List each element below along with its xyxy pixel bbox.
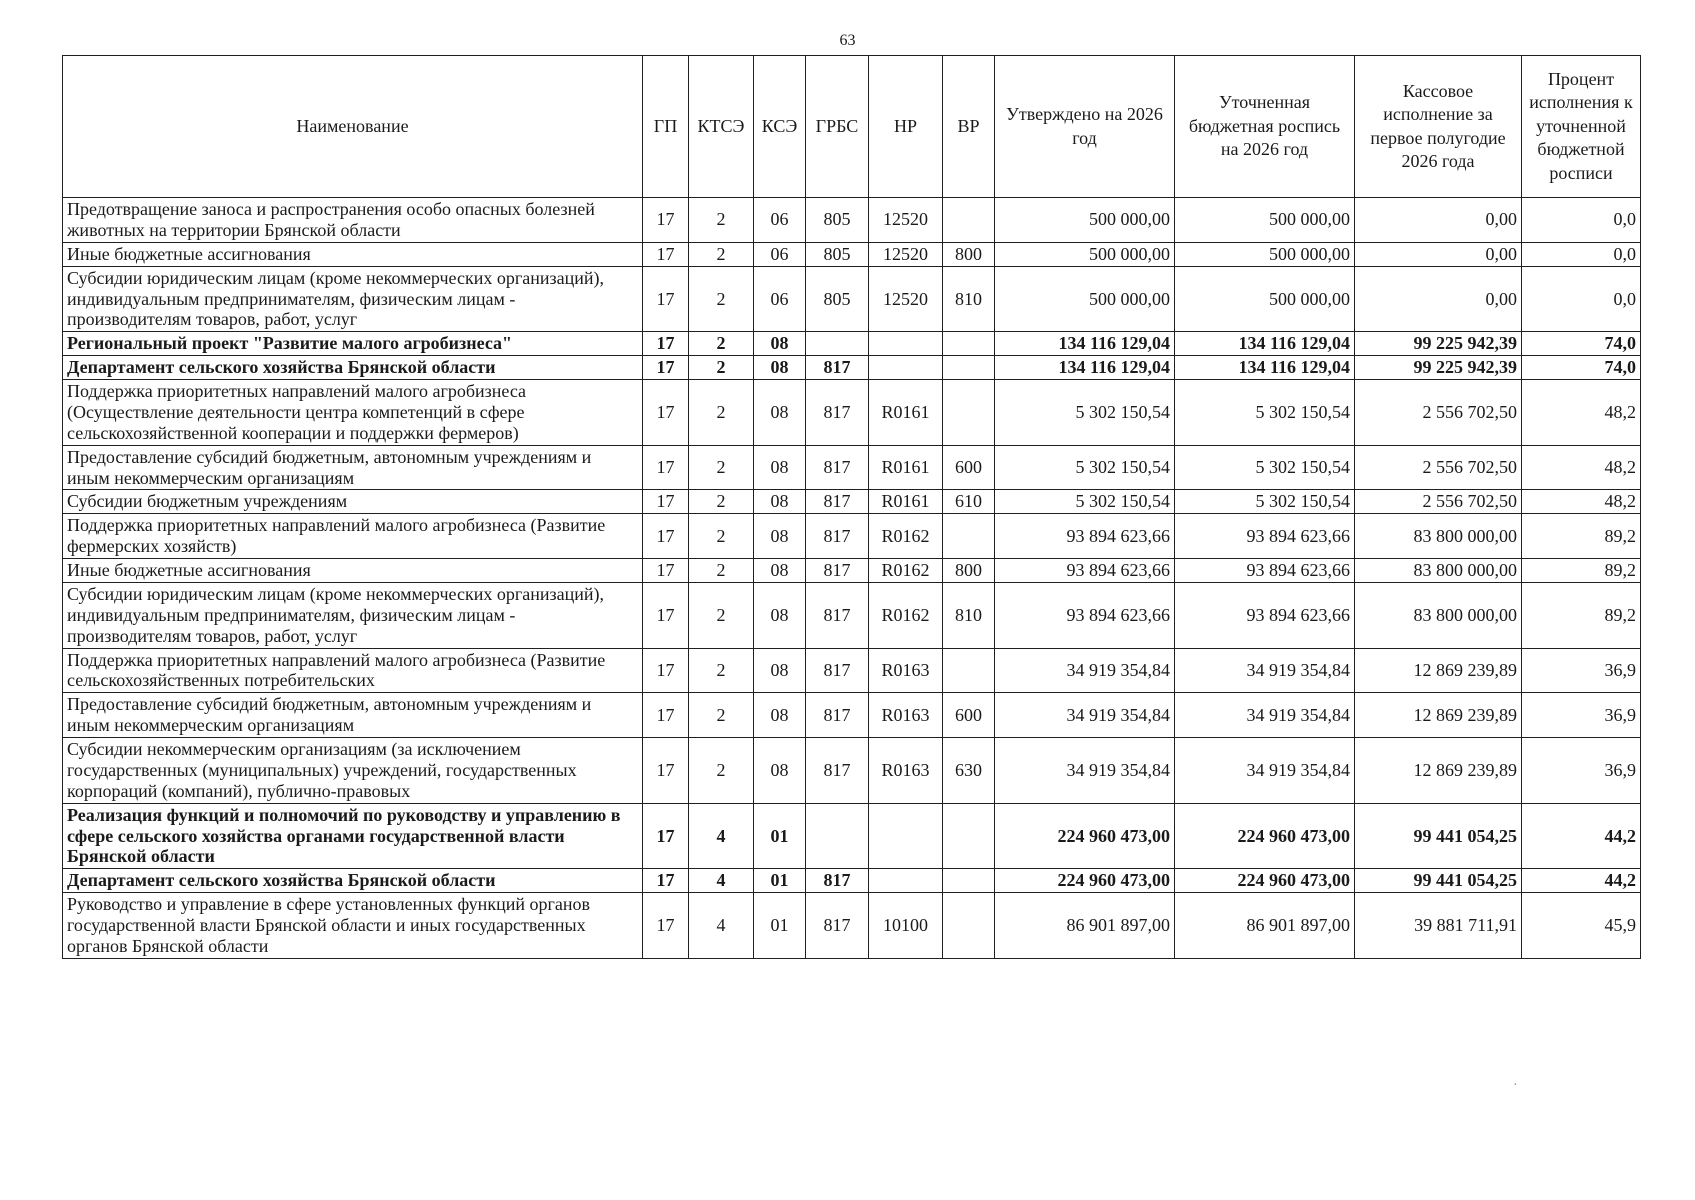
cell-kse: 08 [754,356,806,380]
cell-kse: 06 [754,242,806,266]
cell-executed: 12 869 239,89 [1355,648,1522,693]
cell-vr [943,893,995,959]
cell-grbs: 805 [806,242,869,266]
cell-percent: 44,2 [1522,869,1641,893]
cell-nr [869,869,943,893]
cell-percent: 45,9 [1522,893,1641,959]
column-header-grbs: ГРБС [806,56,869,198]
cell-nr: R0161 [869,490,943,514]
cell-executed: 0,00 [1355,198,1522,243]
cell-gp: 17 [643,869,689,893]
cell-grbs: 817 [806,356,869,380]
cell-refined: 500 000,00 [1175,242,1355,266]
cell-vr: 630 [943,738,995,804]
cell-percent: 0,0 [1522,198,1641,243]
cell-gp: 17 [643,490,689,514]
cell-name: Субсидии некоммерческим организациям (за исключением государственных (муниципальных) учреждений, государственных корпораций (компаний), публично-правовых [63,738,643,804]
cell-grbs: 817 [806,445,869,490]
cell-vr [943,356,995,380]
cell-kse: 08 [754,582,806,648]
cell-grbs [806,803,869,869]
cell-ktse: 2 [689,559,754,583]
cell-approved: 5 302 150,54 [995,490,1175,514]
cell-vr: 600 [943,693,995,738]
cell-percent: 48,2 [1522,490,1641,514]
cell-ktse: 2 [689,514,754,559]
cell-approved: 93 894 623,66 [995,559,1175,583]
cell-ktse: 2 [689,242,754,266]
cell-kse: 08 [754,332,806,356]
cell-ktse: 2 [689,693,754,738]
cell-vr [943,332,995,356]
column-header-refined: Уточненная бюджетная роспись на 2026 год [1175,56,1355,198]
cell-name: Иные бюджетные ассигнования [63,559,643,583]
cell-executed: 39 881 711,91 [1355,893,1522,959]
cell-approved: 500 000,00 [995,198,1175,243]
cell-grbs: 817 [806,559,869,583]
cell-grbs: 817 [806,582,869,648]
cell-grbs: 805 [806,266,869,332]
cell-gp: 17 [643,648,689,693]
cell-grbs: 805 [806,198,869,243]
cell-vr [943,648,995,693]
cell-percent: 36,9 [1522,738,1641,804]
cell-executed: 12 869 239,89 [1355,738,1522,804]
cell-refined: 86 901 897,00 [1175,893,1355,959]
cell-nr: 12520 [869,266,943,332]
cell-nr: R0163 [869,693,943,738]
cell-ktse: 4 [689,869,754,893]
cell-percent: 36,9 [1522,693,1641,738]
column-header-approved: Утверждено на 2026 год [995,56,1175,198]
cell-kse: 08 [754,514,806,559]
page-number: 63 [839,32,856,49]
cell-executed: 12 869 239,89 [1355,693,1522,738]
cell-approved: 93 894 623,66 [995,514,1175,559]
cell-grbs: 817 [806,380,869,446]
cell-grbs: 817 [806,693,869,738]
cell-vr: 610 [943,490,995,514]
cell-approved: 134 116 129,04 [995,332,1175,356]
cell-ktse: 2 [689,356,754,380]
cell-vr: 810 [943,582,995,648]
cell-nr [869,332,943,356]
cell-refined: 93 894 623,66 [1175,559,1355,583]
cell-percent: 89,2 [1522,582,1641,648]
cell-executed: 2 556 702,50 [1355,445,1522,490]
cell-approved: 34 919 354,84 [995,693,1175,738]
cell-name: Предоставление субсидий бюджетным, автономным учреждениям и иным некоммерческим организациям [63,693,643,738]
cell-grbs: 817 [806,514,869,559]
cell-refined: 5 302 150,54 [1175,380,1355,446]
cell-ktse: 2 [689,332,754,356]
cell-ktse: 2 [689,198,754,243]
table-row [63,514,1641,559]
table-row [63,582,1641,648]
table-row [63,380,1641,446]
cell-approved: 134 116 129,04 [995,356,1175,380]
table-row [63,198,1641,243]
budget-table [62,55,1641,959]
cell-refined: 500 000,00 [1175,266,1355,332]
cell-percent: 89,2 [1522,514,1641,559]
cell-name: Департамент сельского хозяйства Брянской области [63,356,643,380]
cell-gp: 17 [643,582,689,648]
column-header-percent: Процент исполнения к уточненной бюджетной росписи [1522,56,1641,198]
cell-kse: 01 [754,893,806,959]
cell-executed: 99 225 942,39 [1355,332,1522,356]
cell-name: Региональный проект "Развитие малого агробизнеса" [63,332,643,356]
scan-mark: · [1513,1078,1518,1093]
cell-percent: 89,2 [1522,559,1641,583]
cell-ktse: 4 [689,803,754,869]
cell-ktse: 2 [689,648,754,693]
cell-percent: 0,0 [1522,242,1641,266]
cell-executed: 2 556 702,50 [1355,490,1522,514]
table-row [63,490,1641,514]
cell-kse: 08 [754,738,806,804]
table-row [63,356,1641,380]
cell-name: Поддержка приоритетных направлений малого агробизнеса (Осуществление деятельности центра компетенций в сфере сельскохозяйственной кооперации и поддержки фермеров) [63,380,643,446]
cell-vr [943,514,995,559]
cell-approved: 224 960 473,00 [995,803,1175,869]
cell-gp: 17 [643,356,689,380]
cell-gp: 17 [643,738,689,804]
cell-refined: 93 894 623,66 [1175,514,1355,559]
cell-refined: 134 116 129,04 [1175,332,1355,356]
cell-vr: 800 [943,559,995,583]
cell-executed: 99 441 054,25 [1355,803,1522,869]
table-row [63,559,1641,583]
cell-kse: 08 [754,380,806,446]
cell-executed: 83 800 000,00 [1355,582,1522,648]
cell-name: Предоставление субсидий бюджетным, автономным учреждениям и иным некоммерческим организациям [63,445,643,490]
cell-ktse: 2 [689,490,754,514]
cell-approved: 34 919 354,84 [995,738,1175,804]
cell-kse: 06 [754,266,806,332]
cell-ktse: 2 [689,582,754,648]
cell-approved: 500 000,00 [995,266,1175,332]
cell-executed: 99 225 942,39 [1355,356,1522,380]
table-row [63,332,1641,356]
cell-nr: R0162 [869,582,943,648]
cell-kse: 08 [754,445,806,490]
cell-approved: 5 302 150,54 [995,380,1175,446]
cell-nr: 12520 [869,242,943,266]
cell-gp: 17 [643,242,689,266]
cell-nr: 12520 [869,198,943,243]
cell-nr: R0163 [869,648,943,693]
cell-refined: 34 919 354,84 [1175,693,1355,738]
table-row [63,803,1641,869]
cell-percent: 44,2 [1522,803,1641,869]
table-row [63,648,1641,693]
cell-approved: 34 919 354,84 [995,648,1175,693]
cell-name: Поддержка приоритетных направлений малого агробизнеса (Развитие фермерских хозяйств) [63,514,643,559]
cell-grbs: 817 [806,648,869,693]
cell-grbs: 817 [806,893,869,959]
cell-executed: 0,00 [1355,242,1522,266]
cell-refined: 134 116 129,04 [1175,356,1355,380]
cell-nr: 10100 [869,893,943,959]
cell-approved: 224 960 473,00 [995,869,1175,893]
table-row [63,445,1641,490]
cell-kse: 08 [754,559,806,583]
cell-vr [943,869,995,893]
cell-name: Поддержка приоритетных направлений малого агробизнеса (Развитие сельскохозяйственных потребительских [63,648,643,693]
cell-grbs: 817 [806,490,869,514]
cell-executed: 83 800 000,00 [1355,514,1522,559]
cell-refined: 93 894 623,66 [1175,582,1355,648]
column-header-gp: ГП [643,56,689,198]
cell-kse: 08 [754,648,806,693]
cell-gp: 17 [643,266,689,332]
cell-percent: 36,9 [1522,648,1641,693]
cell-nr [869,803,943,869]
cell-gp: 17 [643,445,689,490]
cell-name: Департамент сельского хозяйства Брянской области [63,869,643,893]
cell-approved: 500 000,00 [995,242,1175,266]
column-header-nr: НР [869,56,943,198]
table-row [63,893,1641,959]
cell-refined: 5 302 150,54 [1175,445,1355,490]
cell-name: Субсидии бюджетным учреждениям [63,490,643,514]
table-header-row [63,56,1641,198]
cell-vr: 800 [943,242,995,266]
cell-name: Субсидии юридическим лицам (кроме некоммерческих организаций), индивидуальным предпринимателям, физическим лицам - производителям товаров, работ, услуг [63,582,643,648]
cell-nr: R0161 [869,380,943,446]
cell-approved: 5 302 150,54 [995,445,1175,490]
cell-vr: 600 [943,445,995,490]
table-row [63,242,1641,266]
cell-name: Субсидии юридическим лицам (кроме некоммерческих организаций), индивидуальным предпринимателям, физическим лицам - производителям товаров, работ, услуг [63,266,643,332]
column-header-name: Наименование [63,56,643,198]
cell-grbs [806,332,869,356]
cell-approved: 93 894 623,66 [995,582,1175,648]
column-header-kse: КСЭ [754,56,806,198]
cell-kse: 06 [754,198,806,243]
cell-vr [943,803,995,869]
cell-nr: R0162 [869,514,943,559]
column-header-executed: Кассовое исполнение за первое полугодие 2026 года [1355,56,1522,198]
table-row [63,869,1641,893]
cell-refined: 5 302 150,54 [1175,490,1355,514]
cell-percent: 74,0 [1522,332,1641,356]
column-header-ktse: КТСЭ [689,56,754,198]
cell-executed: 2 556 702,50 [1355,380,1522,446]
table-body [63,198,1641,959]
cell-refined: 34 919 354,84 [1175,648,1355,693]
cell-ktse: 2 [689,738,754,804]
cell-name: Иные бюджетные ассигнования [63,242,643,266]
cell-gp: 17 [643,380,689,446]
cell-ktse: 4 [689,893,754,959]
cell-vr [943,198,995,243]
cell-grbs: 817 [806,738,869,804]
cell-kse: 08 [754,490,806,514]
column-header-vr: ВР [943,56,995,198]
cell-nr: R0163 [869,738,943,804]
cell-nr [869,356,943,380]
cell-refined: 224 960 473,00 [1175,869,1355,893]
cell-gp: 17 [643,198,689,243]
cell-name: Предотвращение заноса и распространения особо опасных болезней животных на территории Брянской области [63,198,643,243]
cell-kse: 01 [754,803,806,869]
cell-gp: 17 [643,514,689,559]
table-row [63,693,1641,738]
cell-gp: 17 [643,893,689,959]
cell-vr: 810 [943,266,995,332]
cell-ktse: 2 [689,445,754,490]
cell-gp: 17 [643,693,689,738]
cell-refined: 500 000,00 [1175,198,1355,243]
cell-refined: 224 960 473,00 [1175,803,1355,869]
cell-name: Реализация функций и полномочий по руководству и управлению в сфере сельского хозяйства органами государственной власти Брянской области [63,803,643,869]
cell-percent: 0,0 [1522,266,1641,332]
cell-refined: 34 919 354,84 [1175,738,1355,804]
cell-vr [943,380,995,446]
cell-name: Руководство и управление в сфере установленных функций органов государственной власти Брянской области и иных государственных органов Брянской области [63,893,643,959]
cell-gp: 17 [643,803,689,869]
cell-ktse: 2 [689,380,754,446]
cell-nr: R0161 [869,445,943,490]
cell-executed: 99 441 054,25 [1355,869,1522,893]
cell-gp: 17 [643,332,689,356]
cell-percent: 48,2 [1522,380,1641,446]
table-row [63,266,1641,332]
cell-kse: 08 [754,693,806,738]
cell-executed: 0,00 [1355,266,1522,332]
cell-kse: 01 [754,869,806,893]
cell-percent: 48,2 [1522,445,1641,490]
cell-executed: 83 800 000,00 [1355,559,1522,583]
cell-grbs: 817 [806,869,869,893]
cell-percent: 74,0 [1522,356,1641,380]
cell-ktse: 2 [689,266,754,332]
cell-gp: 17 [643,559,689,583]
table-row [63,738,1641,804]
cell-approved: 86 901 897,00 [995,893,1175,959]
cell-nr: R0162 [869,559,943,583]
